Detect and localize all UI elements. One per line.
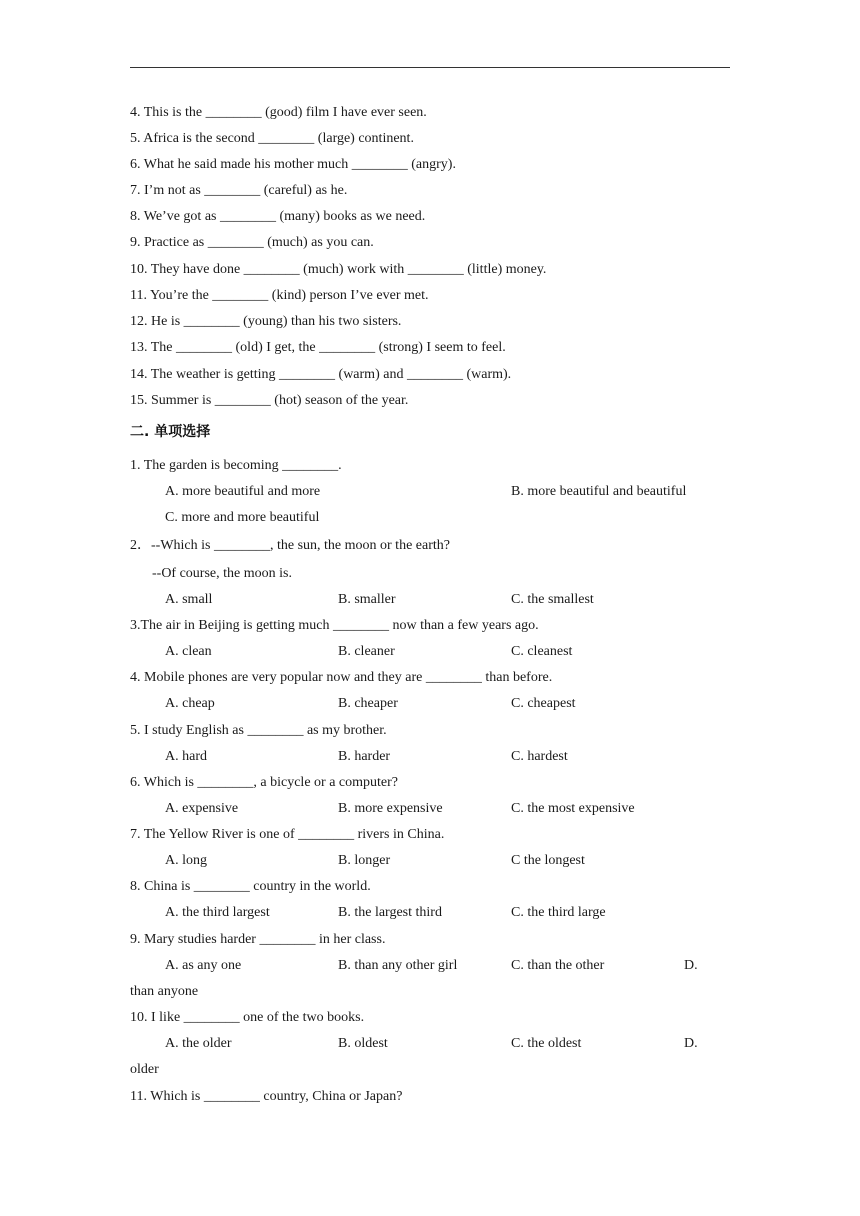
option-c: C. the most expensive xyxy=(511,801,635,816)
option-c: C. the third large xyxy=(511,905,606,920)
option-b: B. more expensive xyxy=(338,801,443,816)
question-stem: 3.The air in Beijing is getting much ________ now than a few years ago. xyxy=(130,618,539,633)
option-a: A. long xyxy=(165,853,207,868)
option-a: A. more beautiful and more xyxy=(165,484,321,499)
option-b: B. the largest third xyxy=(338,905,442,920)
option-a: A. the older xyxy=(165,1036,232,1051)
question-stem: 5. I study English as ________ as my brother. xyxy=(130,723,387,738)
fill-item: 4. This is the ________ (good) film I have ever seen. xyxy=(130,105,427,120)
option-b: B. more beautiful and beautiful xyxy=(511,484,687,499)
option-c: C the longest xyxy=(511,853,585,868)
option-c: C. cheapest xyxy=(511,696,576,711)
fill-item: 14. The weather is getting ________ (warm) and ________ (warm). xyxy=(130,367,512,382)
fill-item: 9. Practice as ________ (much) as you can. xyxy=(130,235,374,250)
fill-item: 10. They have done ________ (much) work with ________ (little) money. xyxy=(130,262,547,277)
option-d-continued: older xyxy=(130,1062,159,1077)
question-stem-continued: --Of course, the moon is. xyxy=(152,566,292,581)
fill-item: 12. He is ________ (young) than his two sisters. xyxy=(130,314,402,329)
option-a: A. cheap xyxy=(165,696,215,711)
option-c: C. hardest xyxy=(511,749,568,764)
question-stem: 4. Mobile phones are very popular now and they are ________ than before. xyxy=(130,670,553,685)
option-a: A. the third largest xyxy=(165,905,270,920)
option-a: A. expensive xyxy=(165,801,239,816)
question-stem: 7. The Yellow River is one of ________ rivers in China. xyxy=(130,827,445,842)
option-b: B. than any other girl xyxy=(338,958,458,973)
fill-item: 11. You’re the ________ (kind) person I’ve ever met. xyxy=(130,288,429,303)
option-d-continued: than anyone xyxy=(130,984,199,999)
option-a: A. as any one xyxy=(165,958,242,973)
option-b: B. oldest xyxy=(338,1036,388,1051)
question-stem: 8. China is ________ country in the world. xyxy=(130,879,371,894)
option-c: C. cleanest xyxy=(511,644,573,659)
fill-item: 8. We’ve got as ________ (many) books as we need. xyxy=(130,209,426,224)
option-b: B. harder xyxy=(338,749,391,764)
option-c: C. than the other xyxy=(511,958,605,973)
option-a: A. small xyxy=(165,592,213,607)
question-stem: 11. Which is ________ country, China or Japan? xyxy=(130,1089,403,1104)
fill-item: 5. Africa is the second ________ (large) continent. xyxy=(130,131,414,146)
option-a: A. clean xyxy=(165,644,212,659)
question-stem: 9. Mary studies harder ________ in her class. xyxy=(130,932,386,947)
fill-item: 7. I’m not as ________ (careful) as he. xyxy=(130,183,348,198)
option-a: A. hard xyxy=(165,749,207,764)
fill-item: 15. Summer is ________ (hot) season of the year. xyxy=(130,393,409,408)
question-stem: 6. Which is ________, a bicycle or a computer? xyxy=(130,775,398,790)
section-heading: 二. 单项选择 xyxy=(130,424,211,440)
fill-item: 6. What he said made his mother much ________ (angry). xyxy=(130,157,456,172)
option-b: B. smaller xyxy=(338,592,396,607)
header-rule xyxy=(130,67,730,68)
question-stem: 1. The garden is becoming ________. xyxy=(130,458,342,473)
fill-item: 13. The ________ (old) I get, the ________ (strong) I seem to feel. xyxy=(130,340,506,355)
option-c: C. more and more beautiful xyxy=(165,510,320,525)
option-b: B. longer xyxy=(338,853,391,868)
option-c: C. the smallest xyxy=(511,592,594,607)
question-stem: 10. I like ________ one of the two books. xyxy=(130,1010,365,1025)
question-stem: 2．--Which is ________, the sun, the moon or the earth? xyxy=(130,538,450,553)
option-d: D. xyxy=(684,958,698,973)
option-d: D. xyxy=(684,1036,698,1051)
option-c: C. the oldest xyxy=(511,1036,582,1051)
option-b: B. cheaper xyxy=(338,696,398,711)
option-b: B. cleaner xyxy=(338,644,395,659)
